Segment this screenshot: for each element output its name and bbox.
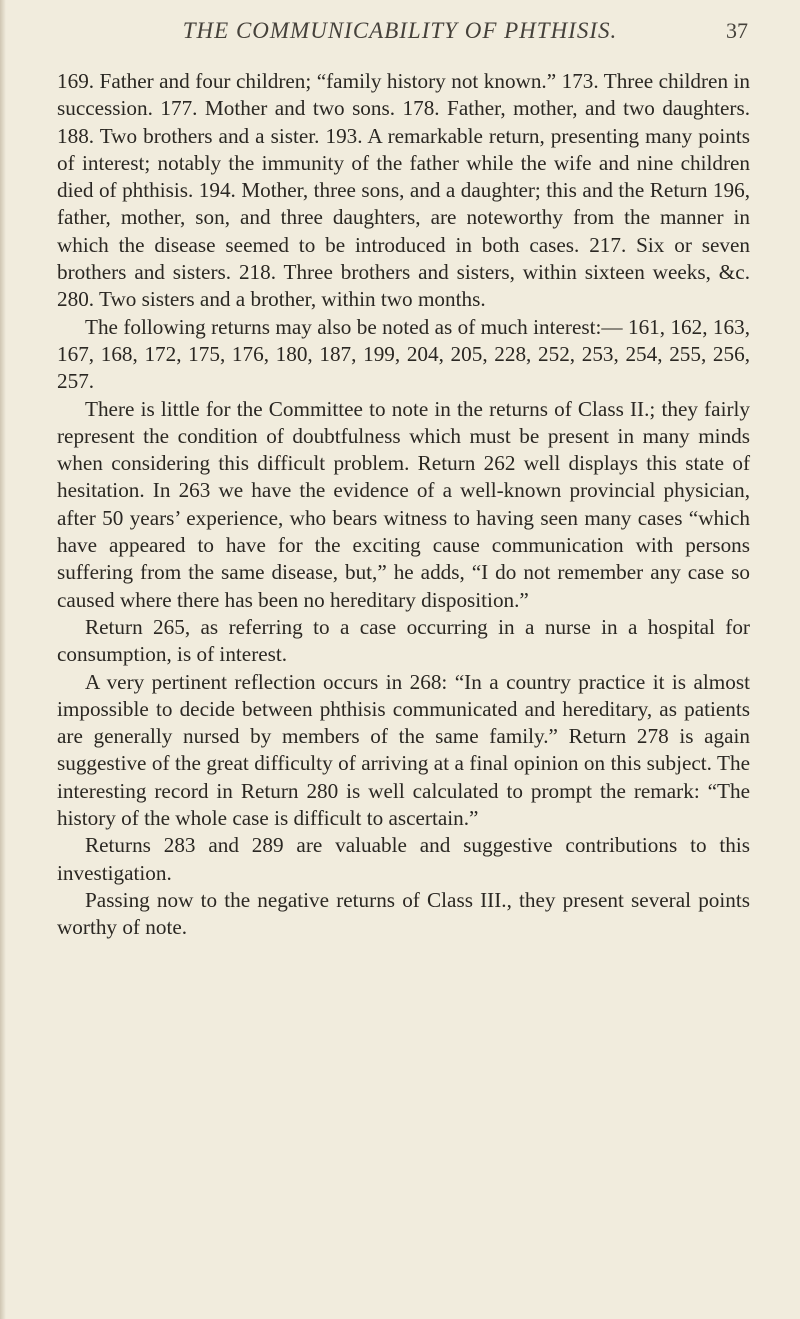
running-title: THE COMMUNICABILITY OF PHTHISIS. — [182, 18, 618, 43]
body-text — [57, 68, 750, 942]
paragraph-return-265: Return 265, as referring to a case occurring in a nurse in a hospital for consumption, is of interest. — [57, 614, 750, 667]
page-number: 37 — [726, 18, 748, 43]
paragraph-class-ii: There is little for the Committee to note in the returns of Class II.; they fairly represent the condition of doubtfulness which must be present in many minds when considering this difficult problem. Return 262 well displays this state of hesitation. In 263 we have the evidence of a well-known provincial physician, after 50 years’ experience, who bears witness to having seen many cases “which have appeared to have for the exciting cause communication with persons suffering from the same disease, but,” he adds, “I do not remember any case so caused where there has been no hereditary disposition.” — [57, 396, 750, 612]
paragraph-returns-283-289: Returns 283 and 289 are valuable and suggestive contributions to this investigation. — [57, 833, 750, 885]
paragraph-return-268: A very pertinent reflection occurs in 268: “In a country practice it is almost impossible to decide between phthisis communicated and hereditary, as patients are generally nursed by members of the same family.” Return 278 is again suggestive of the great difficulty of arriving at a final opinion on this subject. The interesting record in Return 280 is well calculated to prompt the remark: “The history of the whole case is difficult to ascertain.” — [57, 669, 750, 831]
page-header — [0, 18, 800, 58]
paragraph-class-iii: Passing now to the negative returns of Class III., they present several points worthy of note. — [57, 887, 750, 940]
page-binding-edge — [0, 0, 6, 1319]
paragraph-family-returns: 169. Father and four children; “family history not known.” 173. Three children in succession. 177. Mother and two sons. 178. Father, mother, and two daughters. 188. Two brothers and a sister. 193. A remarkable return, presenting many points of interest; notably the immunity of the father while the wife and nine children died of phthisis. 194. Mother, three sons, and a daughter; this and the Return 196, father, mother, son, and three daughters, are noteworthy from the manner in which the disease seemed to be introduced in both cases. 217. Six or seven brothers and sisters. 218. Three brothers and sisters, within sixteen weeks, &c. 280. Two sisters and a brother, within two months. — [57, 69, 750, 312]
paragraph-notable-returns: The following returns may also be noted as of much interest:— 161, 162, 163, 167, 168, 172, 175, 176, 180, 187, 199, 204, 205, 228, 252, 253, 254, 255, 256, 257. — [57, 314, 750, 394]
